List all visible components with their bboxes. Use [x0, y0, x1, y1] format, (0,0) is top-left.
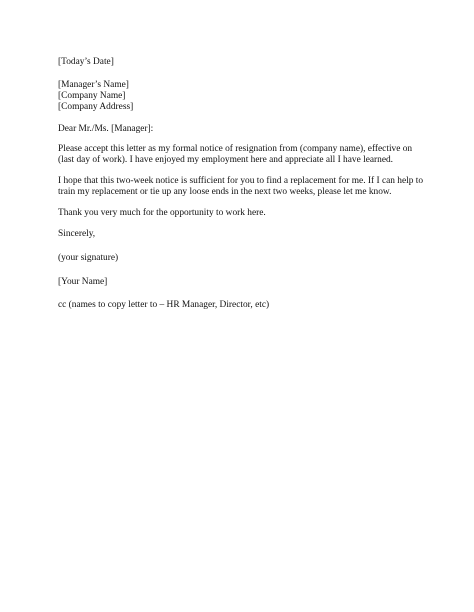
manager-name-line: [Manager’s Name]	[58, 80, 129, 90]
your-name: [Your Name]	[58, 277, 108, 287]
cc-line: cc (names to copy letter to – HR Manager, Director, etc)	[58, 300, 270, 310]
paragraph-1-line-2: (last day of work). I have enjoyed my employment here and appreciate all I have learned.	[58, 155, 394, 165]
paragraph-2-line-1: I hope that this two-week notice is sufficient for you to find a replacement for me. If I can help to	[58, 176, 424, 186]
company-name-line: [Company Name]	[58, 91, 126, 101]
date-line: [Today’s Date]	[58, 57, 114, 67]
company-address-line: [Company Address]	[58, 102, 134, 112]
signature-placeholder: (your signature)	[58, 253, 119, 263]
paragraph-3: Thank you very much for the opportunity to work here.	[58, 208, 266, 218]
salutation: Dear Mr./Ms. [Manager]:	[58, 124, 154, 134]
paragraph-2-line-2: train my replacement or tie up any loose ends in the next two weeks, please let me know.	[58, 187, 392, 197]
paragraph-1-line-1: Please accept this letter as my formal notice of resignation from (company name), effective on	[58, 144, 413, 154]
closing: Sincerely,	[58, 229, 96, 239]
